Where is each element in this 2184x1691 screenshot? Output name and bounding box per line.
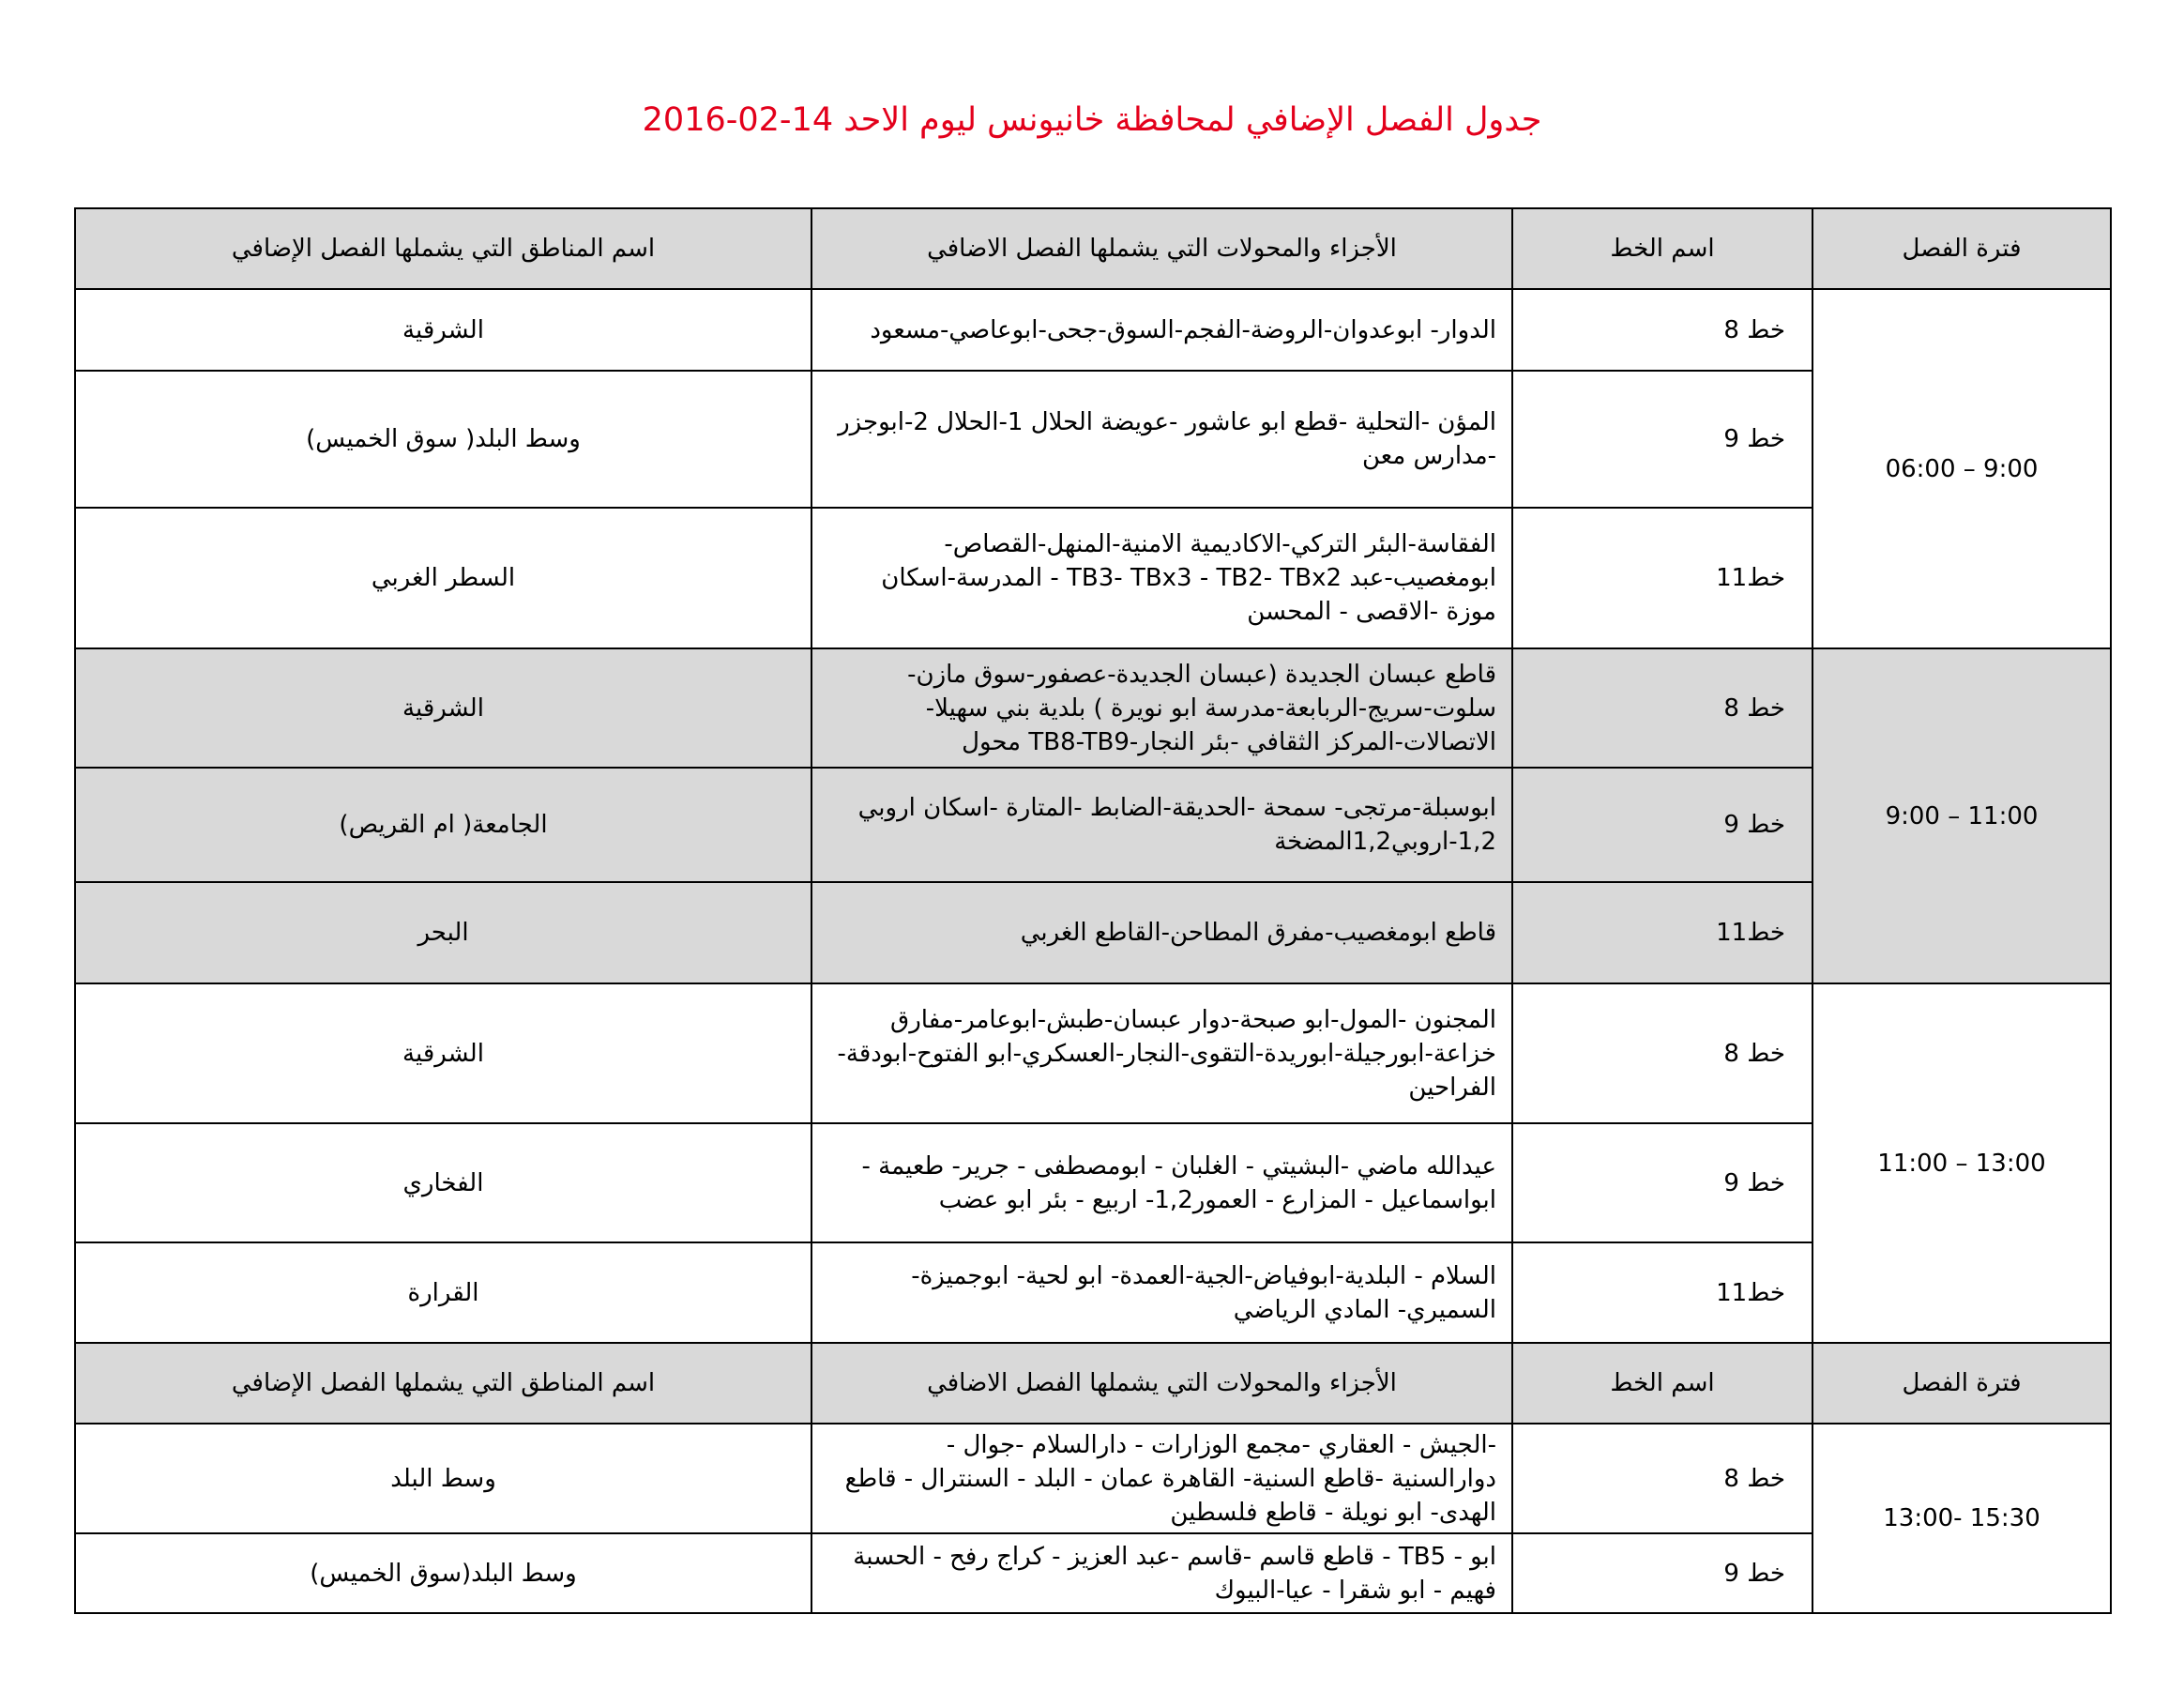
area-cell: الفخاري xyxy=(75,1123,811,1242)
line-cell: خط 9 xyxy=(1512,1533,1812,1613)
parts-cell: الدوار- ابوعدوان-الروضة-الفجم-السوق-جحى-ابوعاصي-مسعود xyxy=(811,289,1512,371)
area-cell: السطر الغربي xyxy=(75,508,811,648)
header-areas: اسم المناطق التي يشملها الفصل الإضافي xyxy=(75,1343,811,1424)
area-cell: الجامعة( ام القريص) xyxy=(75,768,811,882)
header-line: اسم الخط xyxy=(1512,1343,1812,1424)
line-cell: خط 9 xyxy=(1512,371,1812,508)
period-cell xyxy=(1812,1424,2111,1613)
table-row xyxy=(75,1424,2111,1533)
line-cell: خط 8 xyxy=(1512,648,1812,768)
area-cell: وسط البلد( سوق الخميس) xyxy=(75,371,811,508)
line-cell: خط 8 xyxy=(1512,983,1812,1123)
area-cell: البحر xyxy=(75,882,811,983)
area-cell: وسط البلد xyxy=(75,1424,811,1533)
line-cell: خط 8 xyxy=(1512,1424,1812,1533)
parts-cell: -الجيش - العقاري -مجمع الوزارات - دارالسلام -جوال - دوارالسنية -قاطع السنية- القاهرة عمان - البلد - السنترال - قاطع الهدى- ابو نويلة - قاطع فلسطين xyxy=(811,1424,1512,1533)
parts-cell: المؤن -التحلية -قطع ابو عاشور -عويضة الحلال 1-الحلال 2-ابوجزر -مدارس معن xyxy=(811,371,1512,508)
period-value: 11:00 – 13:00 xyxy=(1877,1149,2046,1178)
schedule-table xyxy=(74,207,2112,1614)
table-row xyxy=(75,882,2111,983)
table-row xyxy=(75,648,2111,768)
table-header-row xyxy=(75,208,2111,289)
header-parts: الأجزاء والمحولات التي يشملها الفصل الاضافي xyxy=(811,208,1512,289)
table-row xyxy=(75,371,2111,508)
line-cell: خط11 xyxy=(1512,882,1812,983)
line-cell: خط 9 xyxy=(1512,768,1812,882)
area-cell: القرارة xyxy=(75,1242,811,1343)
table-row xyxy=(75,1123,2111,1242)
area-cell: الشرقية xyxy=(75,983,811,1123)
table-row xyxy=(75,289,2111,371)
parts-cell: السلام - البلدية-ابوفياض-الجية-العمدة- ابو لحية- ابوجميزة-السميري- المادي الرياضي xyxy=(811,1242,1512,1343)
parts-cell: ابوسبلة-مرتجى- سمحة -الحديقة-الضابط -المتارة -اسكان اروبي 1,2-اروبي1,2المضخة xyxy=(811,768,1512,882)
parts-cell: قاطع عبسان الجديدة (عبسان الجديدة-عصفور-سوق مازن-سلوت-سريج-الربابعة-مدرسة ابو نويرة ) بلدية بني سهيلا- الاتصالات-المركز الثقافي -بئر النجار-TB8-TB9 محول xyxy=(811,648,1512,768)
header-areas: اسم المناطق التي يشملها الفصل الإضافي xyxy=(75,208,811,289)
table-header-row xyxy=(75,1343,2111,1424)
header-line: اسم الخط xyxy=(1512,208,1812,289)
table-row xyxy=(75,1242,2111,1343)
table-row xyxy=(75,983,2111,1123)
header-period: فترة الفصل xyxy=(1812,1343,2111,1424)
parts-cell: المجنون -المول-ابو صبحة-دوار عبسان-طبش-ابوعامر-مفارق خزاعة-ابورجيلة-ابوريدة-التقوى-النجار-العسكري-ابو الفتوح-ابودقة-الفراحين xyxy=(811,983,1512,1123)
table-row xyxy=(75,508,2111,648)
line-cell: خط 9 xyxy=(1512,1123,1812,1242)
period-cell xyxy=(1812,289,2111,648)
header-parts: الأجزاء والمحولات التي يشملها الفصل الاضافي xyxy=(811,1343,1512,1424)
period-cell xyxy=(1812,983,2111,1343)
table-row xyxy=(75,1533,2111,1613)
line-cell: خط11 xyxy=(1512,1242,1812,1343)
line-cell: خط 8 xyxy=(1512,289,1812,371)
period-value: 13:00- 15:30 xyxy=(1883,1504,2040,1532)
area-cell: الشرقية xyxy=(75,648,811,768)
period-value: 9:00 – 11:00 xyxy=(1885,801,2039,830)
table-row xyxy=(75,768,2111,882)
page-title: جدول الفصل الإضافي لمحافظة خانيونس ليوم الاحد 14-02-2016 xyxy=(642,101,1542,139)
parts-cell: الفقاسة-البئر التركي-الاكاديمية الامنية-المنهل-القصاص-ابومغصيب-عبد TB3- TBx3 - TB2- TBx2 - المدرسة-اسكان موزة -الاقصى - المحسن xyxy=(811,508,1512,648)
period-cell xyxy=(1812,648,2111,983)
parts-cell: قاطع ابومغصيب-مفرق المطاحن-القاطع الغربي xyxy=(811,882,1512,983)
header-period: فترة الفصل xyxy=(1812,208,2111,289)
area-cell: وسط البلد(سوق الخميس) xyxy=(75,1533,811,1613)
parts-cell: عيدالله ماضي -البشيتي - الغلبان - ابومصطفى - جرير- طعيمة - ابواسماعيل - المزارع - العمور1,2- اربيع - بئر ابو عضب xyxy=(811,1123,1512,1242)
line-cell: خط11 xyxy=(1512,508,1812,648)
area-cell: الشرقية xyxy=(75,289,811,371)
parts-cell: ابو - TB5 - قاطع قاسم -قاسم -عبد العزيز - كراج رفح - الحسبة فهيم - ابو شقرا - عيا-البيوك xyxy=(811,1533,1512,1613)
period-value: 06:00 – 9:00 xyxy=(1885,454,2039,483)
